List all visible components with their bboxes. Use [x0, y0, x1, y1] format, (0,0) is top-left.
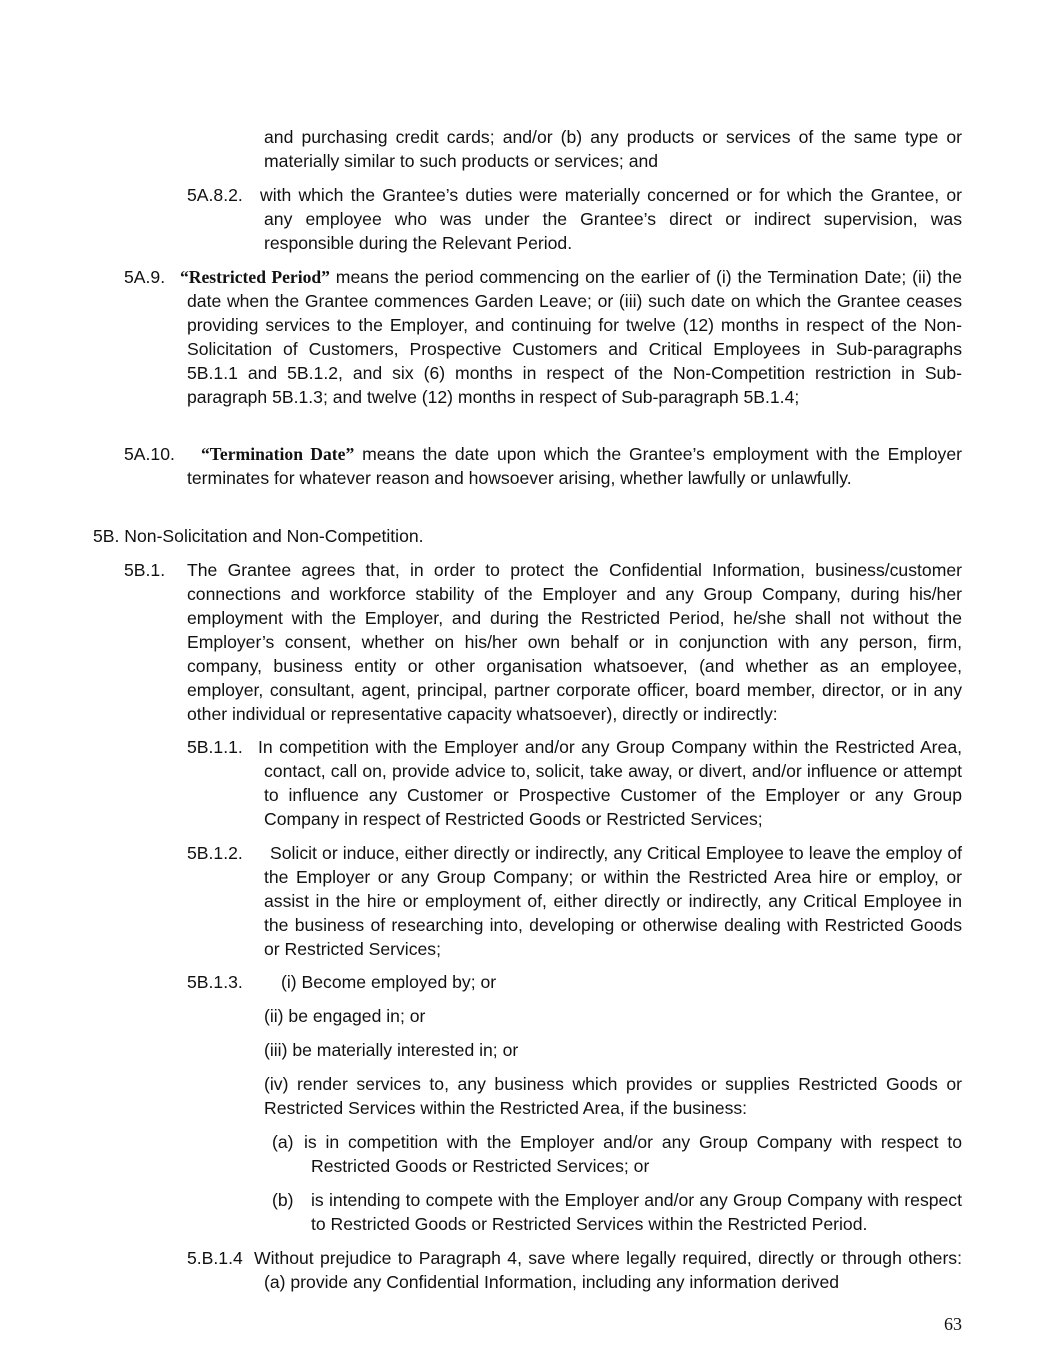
clause-body: means the date upon which the Grantee’s employment with the Employer terminates for whatever reason and howsoever arising, whether lawfully or unlawfully. — [187, 444, 962, 488]
clause-5a-10-text — [187, 442, 962, 490]
clause-5a-8-2-text: with which the Grantee’s duties were materially concerned or for which the Grantee, or any employee who was under the Grantee’s direct or indirect supervision, was responsible during the Relevant Period. — [260, 185, 962, 253]
clause-number: 5A.8.2. — [187, 185, 243, 205]
sub-item-a: is in competition with the Employer and/or any Group Company with respect to Restricted Goods or Restricted Services; or — [304, 1132, 962, 1176]
sub-item-iii: (iii) be materially interested in; or — [264, 1040, 519, 1060]
clause-5b-1-text: The Grantee agrees that, in order to protect the Confidential Information, business/customer connections and workforce stability of the Employer and any Group Company, during his/her employment with the Employer, and during the Restricted Period, he/she shall not without the Employer’s consent, whether on his/her own behalf or in conjunction with any person, firm, company, business entity or other organisation whatsoever, (and whether as an employee, employer, consultant, agent, principal, partner corporate officer, board member, director, or in any other individual or representative capacity whatsoever), directly or indirectly: — [187, 560, 962, 724]
paragraph-continuation: and purchasing credit cards; and/or (b) any products or services of the same type or materially similar to such products or services; and — [264, 127, 962, 171]
clause-number: 5B.1.1. — [187, 737, 243, 757]
clause-number: 5A.9. — [124, 267, 166, 287]
clause-5b-1-2-text: Solicit or induce, either directly or indirectly, any Critical Employee to leave the employ of the Employer or any Group Company; or within the Restricted Area hire or employ, or assist in the hire or employment of, either directly or indirectly, any Critical Employee in the business of researching into, developing or otherwise dealing with Restricted Goods or Restricted Services; — [264, 843, 962, 959]
clause-5b-1-3-text: (i) Become employed by; or — [281, 972, 497, 992]
clause-number: 5.B.1.4 — [187, 1248, 243, 1268]
clause-body: means the period commencing on the earlier of (i) the Termination Date; (ii) the date when the Grantee commences Garden Leave; or (iii) such date on which the Grantee ceases providing services to the Employer, and continuing for twelve (12) months in respect of the Non-Solicitation of Customers, Prospective Customers and Critical Employees in Sub-paragraphs 5B.1.1 and 5B.1.2, and six (6) months in respect of the Non-Competition restriction in Sub-paragraph 5B.1.3; and twelve (12) months in respect of Sub-paragraph 5B.1.4; — [187, 267, 962, 407]
clause-5a-9-text — [180, 265, 962, 409]
sub-item-ii: (ii) be engaged in; or — [264, 1006, 426, 1026]
clause-number: 5B.1. — [124, 560, 166, 580]
defined-term: “Restricted Period” — [180, 267, 330, 287]
sub-item-iv: (iv) render services to, any business which provides or supplies Restricted Goods or Restricted Services within the Restricted Area, if the business: — [264, 1074, 962, 1118]
clause-number: 5B.1.3. — [187, 972, 243, 992]
section-heading: 5B. Non-Solicitation and Non-Competition. — [93, 526, 424, 546]
list-label: (b) — [272, 1190, 294, 1210]
list-label: (a) — [272, 1132, 294, 1152]
page-number: 63 — [944, 1314, 962, 1334]
clause-number: 5A.10. — [124, 444, 175, 464]
defined-term: “Termination Date” — [201, 444, 355, 464]
sub-item-b: is intending to compete with the Employer and/or any Group Company with respect to Restricted Goods or Restricted Services within the Restricted Period. — [311, 1190, 962, 1234]
clause-number: 5B.1.2. — [187, 843, 243, 863]
clause-5b-1-4-text: Without prejudice to Paragraph 4, save where legally required, directly or through others: (a) provide any Confidential Information, including any information derived — [254, 1248, 962, 1292]
clause-5b-1-1-text: In competition with the Employer and/or any Group Company within the Restricted Area, contact, call on, provide advice to, solicit, take away, or divert, and/or influence or attempt to influence any Customer or Prospective Customer of the Employer or any Group Company in respect of Restricted Goods or Restricted Services; — [258, 737, 962, 829]
